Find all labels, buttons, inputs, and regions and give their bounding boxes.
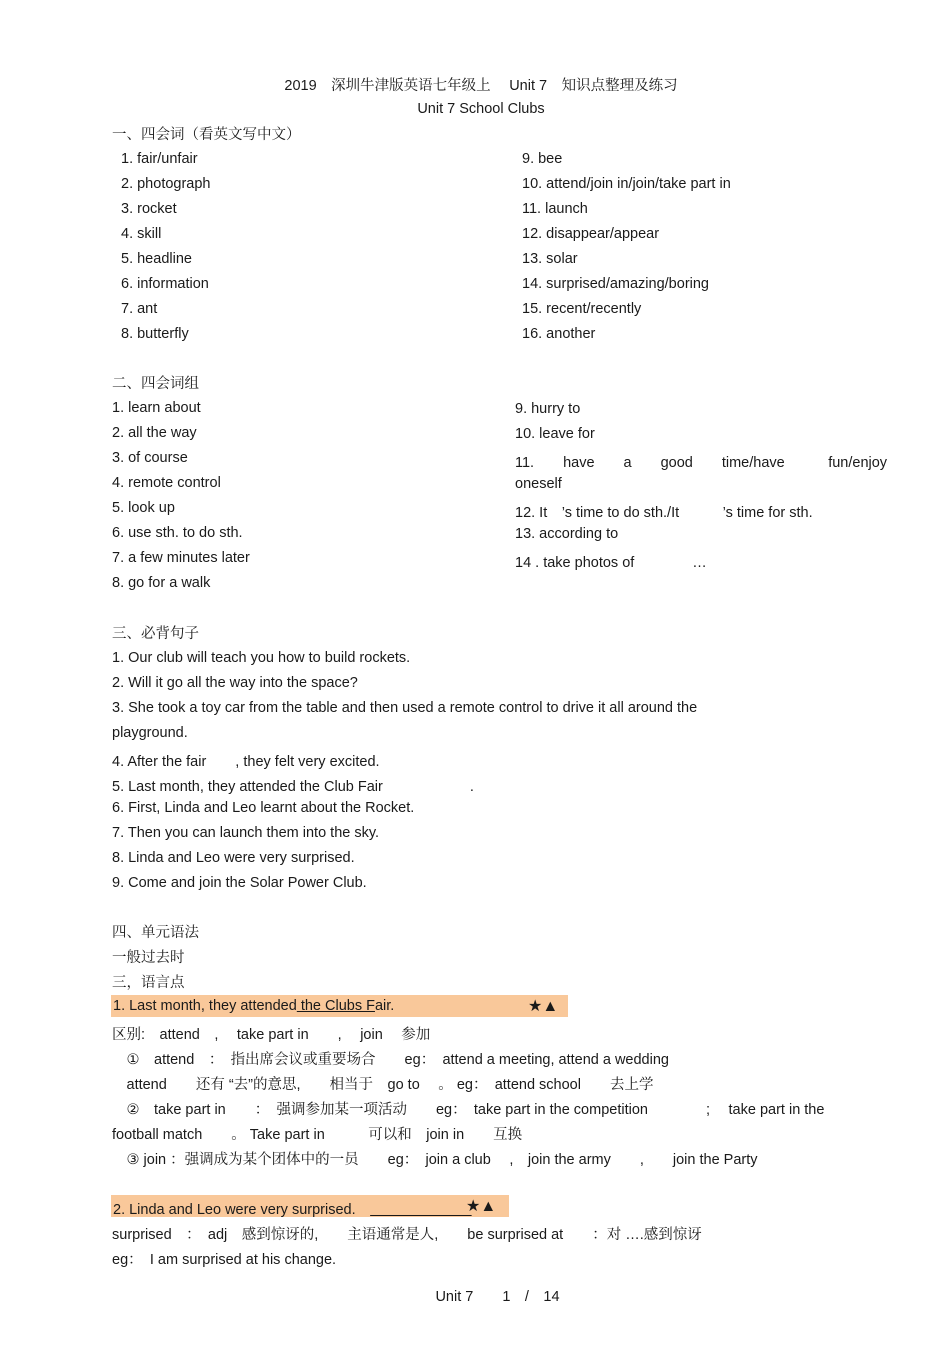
document-title: 2019 深圳牛津版英语七年级上 Unit 7 知识点整理及练习: [284, 78, 678, 94]
point1-title-end: air.: [374, 998, 395, 1014]
note-line: football match 。 Take part in 可以和 join in 互换: [112, 1127, 523, 1143]
vocabulary-item: 15. recent/recently: [522, 301, 642, 317]
vocabulary-item: 9. bee: [522, 151, 563, 167]
point2-title: [113, 1198, 472, 1219]
phrase-item: 7. a few minutes later: [112, 550, 250, 566]
sentence-item: 7. Then you can launch them into the sky.: [112, 825, 380, 841]
note-line: surprised ： adj 感到惊讶的, 主语通常是人, be surprised at ：对 ….感到惊讶: [112, 1227, 702, 1243]
vocabulary-item: 8. butterfly: [121, 326, 189, 342]
note-line: attend 还有 “去”的意思, 相当于 go to 。 eg： attend school 去上学: [112, 1077, 654, 1093]
note-line: ① attend ： 指出席会议或重要场合 eg： attend a meeting, attend a wedding: [112, 1052, 669, 1068]
vocabulary-item: 4. skill: [121, 226, 162, 242]
vocabulary-item: 12. disappear/appear: [522, 226, 660, 242]
point1-underlined-text: the Clubs F: [296, 998, 375, 1014]
vocabulary-item: 13. solar: [522, 251, 578, 267]
section-heading-phrases: 二、四会词组: [112, 376, 199, 392]
phrase-item: 2. all the way: [112, 425, 197, 441]
sentence-item: 1. Our club will teach you how to build rockets.: [112, 650, 411, 666]
sentence-item: 2. Will it go all the way into the space?: [112, 675, 358, 691]
phrase-item: 14 . take photos of …: [515, 555, 707, 571]
footer-page-number: 1 / 14: [502, 1289, 560, 1305]
phrase-item: 8. go for a walk: [112, 575, 211, 591]
vocabulary-item: 16. another: [522, 326, 596, 342]
vocabulary-item: 7. ant: [121, 301, 158, 317]
note-line: ② take part in ： 强调参加某一项活动 eg： take part in the competition ; take part in the: [112, 1102, 825, 1118]
phrase-item: 1. learn about: [112, 400, 201, 416]
vocabulary-item: 14. surprised/amazing/boring: [522, 276, 709, 292]
language-points-heading: 三，语言点: [112, 975, 185, 991]
section-heading-vocabulary: 一、四会词（看英文写中文）: [112, 127, 301, 143]
note-line: eg： I am surprised at his change.: [112, 1252, 337, 1268]
sentence-item: playground.: [112, 725, 188, 741]
point1-title: [113, 998, 394, 1014]
phrase-item: 11. have a good time/have fun/enjoy: [515, 455, 888, 471]
vocabulary-item: 10. attend/join in/join/take part in: [522, 176, 731, 192]
phrase-item: 4. remote control: [112, 475, 221, 491]
sentence-item: 5. Last month, they attended the Club Fair .: [112, 779, 474, 795]
point1-title-text: 1. Last month, they attended: [113, 998, 297, 1014]
sentence-item: 9. Come and join the Solar Power Club.: [112, 875, 367, 891]
vocabulary-item: 11. launch: [522, 201, 588, 217]
vocabulary-item: 6. information: [121, 276, 209, 292]
phrase-item: 3. of course: [112, 450, 188, 466]
section-heading-sentences: 三、必背句子: [112, 626, 199, 642]
point2-blank: [370, 1202, 472, 1218]
phrase-item: oneself: [515, 476, 562, 492]
document-subtitle: Unit 7 School Clubs: [417, 101, 545, 117]
vocabulary-item: 3. rocket: [121, 201, 177, 217]
page-footer: [0, 1285, 950, 1306]
footer-unit: Unit 7: [435, 1289, 474, 1305]
grammar-topic: 一般过去时: [112, 950, 185, 966]
section-heading-grammar: 四、单元语法: [112, 925, 199, 941]
phrase-item: 13. according to: [515, 526, 619, 542]
phrase-item: 9. hurry to: [515, 401, 581, 417]
sentence-item: 6. First, Linda and Leo learnt about the Rocket.: [112, 800, 415, 816]
phrase-item: 12. It ’s time to do sth./It ’s time for sth.: [515, 505, 813, 521]
point2-star-triangle-icon: ★▲: [466, 1198, 497, 1215]
phrase-item: 10. leave for: [515, 426, 595, 442]
vocabulary-item: 1. fair/unfair: [121, 151, 198, 167]
vocabulary-item: 2. photograph: [121, 176, 211, 192]
sentence-item: 3. She took a toy car from the table and then used a remote control to drive it all around the: [112, 700, 698, 716]
phrase-item: 6. use sth. to do sth.: [112, 525, 243, 541]
note-line: 区别: attend , take part in , join 参加: [112, 1027, 431, 1043]
phrase-item: 5. look up: [112, 500, 175, 516]
sentence-item: 4. After the fair , they felt very excited.: [112, 754, 380, 770]
point2-title-text: 2. Linda and Leo were very surprised.: [113, 1202, 371, 1218]
vocabulary-item: 5. headline: [121, 251, 192, 267]
note-line: ③ join ：强调成为某个团体中的一员 eg： join a club , join the army , join the Party: [112, 1152, 758, 1168]
sentence-item: 8. Linda and Leo were very surprised.: [112, 850, 355, 866]
point1-star-triangle-icon: ★▲: [528, 998, 559, 1015]
